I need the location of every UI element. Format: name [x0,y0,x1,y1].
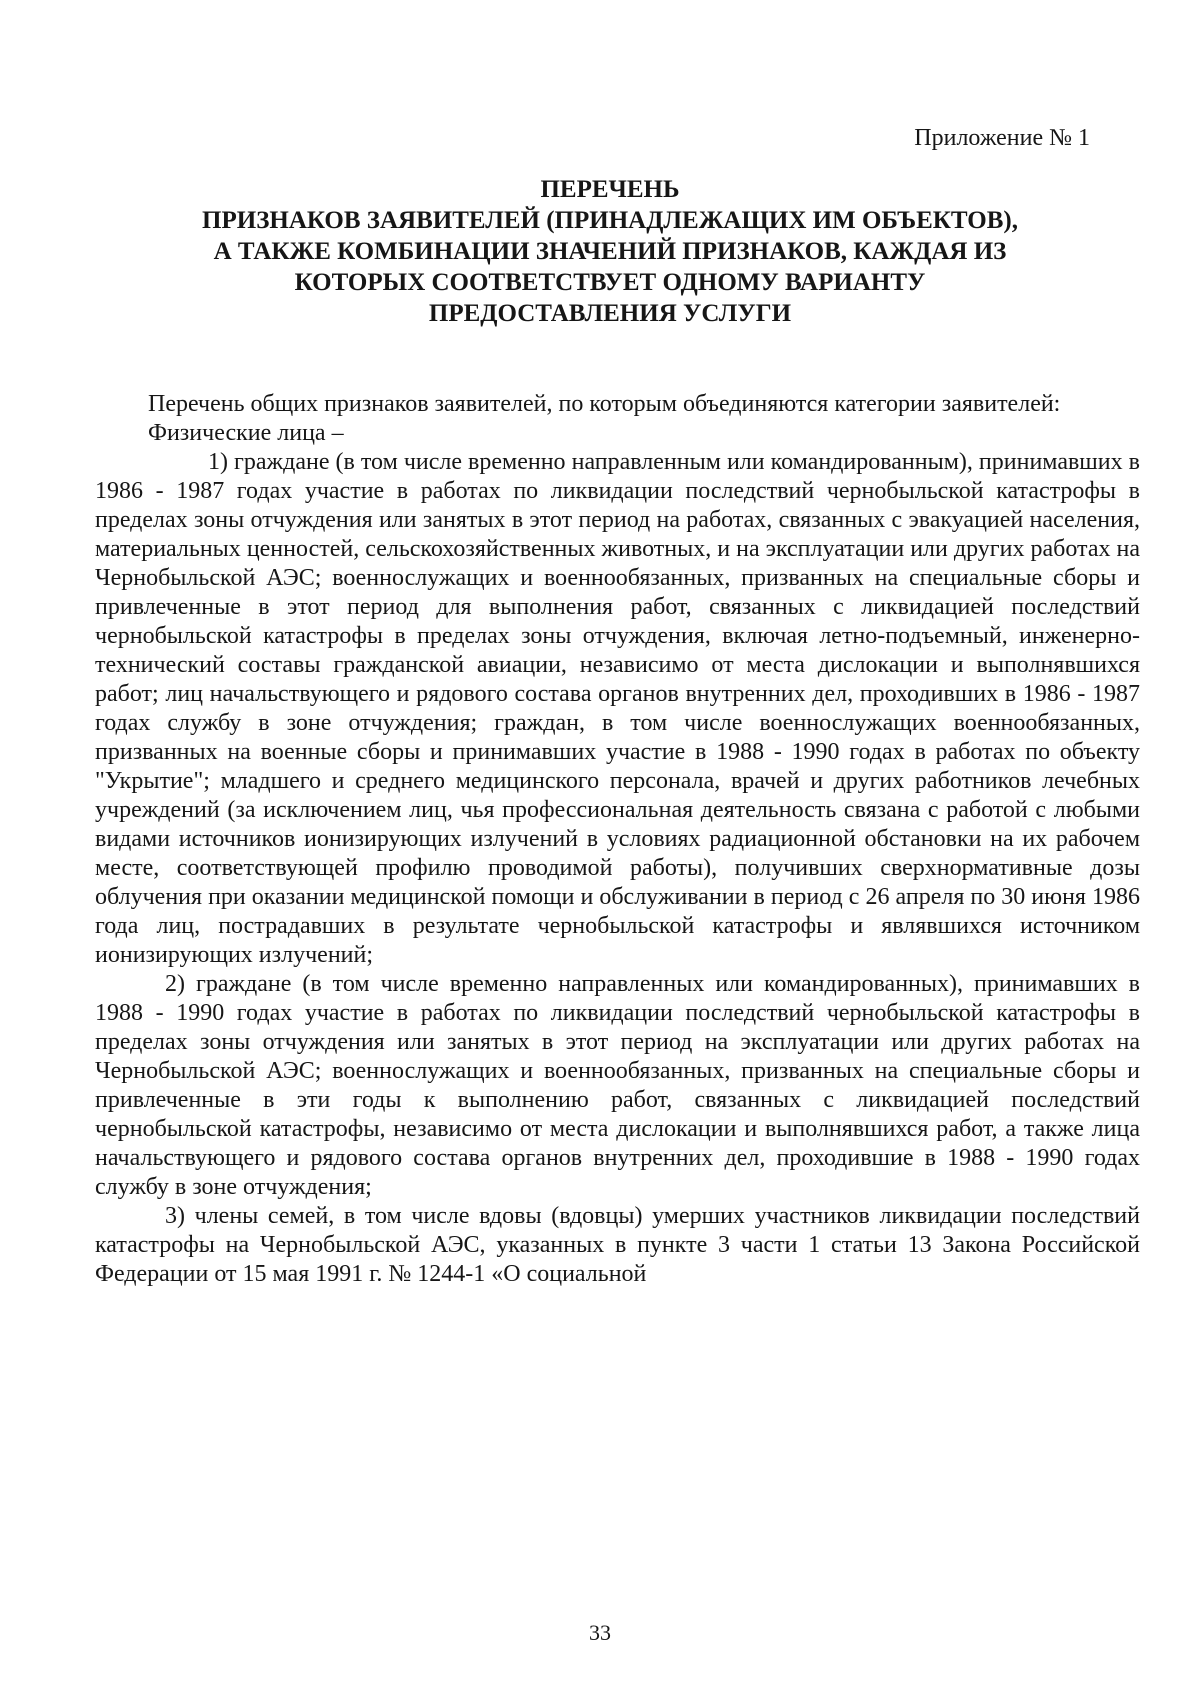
list-item-3: 3) члены семей, в том числе вдовы (вдовцы) умерших участников ликвидации последствий катастрофы на Чернобыльской АЭС, указанных в пункте 3 части 1 статьи 13 Закона Российской Федерации от 15 мая 1991 г. № 1244-1 «О социальной [95,1203,1140,1287]
document-body [95,390,1140,1289]
title-line-2: ПРИЗНАКОВ ЗАЯВИТЕЛЕЙ (ПРИНАДЛЕЖАЩИХ ИМ ОБЪЕКТОВ), [202,207,1018,234]
list-item-1: 1) граждане (в том числе временно направленным или командированным), принимавших в 1986 - 1987 годах участие в работах по ликвидации последствий чернобыльской катастрофы в пределах зоны отчуждения или занятых в этот период на работах, связанных с эвакуацией населения, материальных ценностей, сельскохозяйственных животных, и на эксплуатации или других работах на Чернобыльской АЭС; военнослужащих и военнообязанных, призванных на специальные сборы и привлеченные в этот период для выполнения работ, связанных с ликвидацией последствий чернобыльской катастрофы в пределах зоны отчуждения, включая летно-подъемный, инженерно-технический составы гражданской авиации, независимо от места дислокации и выполнявшихся работ; лиц начальствующего и рядового состава органов внутренних дел, проходивших в 1986 - 1987 годах службу в зоне отчуждения; граждан, в том числе военнослужащих военнообязанных, призванных на военные сборы и принимавших участие в 1988 - 1990 годах в работах по объекту "Укрытие"; младшего и среднего медицинского персонала, врачей и других работников лечебных учреждений (за исключением лиц, чья профессиональная деятельность связана с работой с любыми видами источников ионизирующих излучений в условиях радиационной обстановки на их рабочем месте, соответствующей профилю проводимой работы), получивших сверхнормативные дозы облучения при оказании медицинской помощи и обслуживании в период с 26 апреля по 30 июня 1986 года лиц, пострадавших в результате чернобыльской катастрофы и являвшихся источником ионизирующих излучений; [95,449,1140,968]
document-title [90,174,1130,329]
subheading-individuals: Физические лица – [148,420,344,446]
page-number: 33 [589,1620,611,1645]
title-line-5: ПРЕДОСТАВЛЕНИЯ УСЛУГИ [428,300,792,327]
list-item-2: 2) граждане (в том числе временно направленных или командированных), принимавших в 1988 - 1990 годах участие в работах по ликвидации последствий чернобыльской катастрофы в пределах зоны отчуждения или занятых в этот период на эксплуатации или других работах на Чернобыльской АЭС; военнослужащих и военнообязанных, призванных на специальные сборы и привлеченные в эти годы к выполнению работ, связанных с ликвидацией последствий чернобыльской катастрофы, независимо от места дислокации и выполнявшихся работ, а также лица начальствующего и рядового состава органов внутренних дел, проходившие в 1988 - 1990 годах службу в зоне отчуждения; [95,971,1140,1200]
appendix-label: Приложение № 1 [914,125,1090,151]
title-line-1: ПЕРЕЧЕНЬ [540,176,680,203]
intro-paragraph: Перечень общих признаков заявителей, по которым объединяются категории заявителей: [148,391,1061,417]
title-line-4: КОТОРЫХ СООТВЕТСТВУЕТ ОДНОМУ ВАРИАНТУ [294,269,926,296]
title-line-3: А ТАКЖЕ КОМБИНАЦИИ ЗНАЧЕНИЙ ПРИЗНАКОВ, КАЖДАЯ ИЗ [213,238,1007,265]
